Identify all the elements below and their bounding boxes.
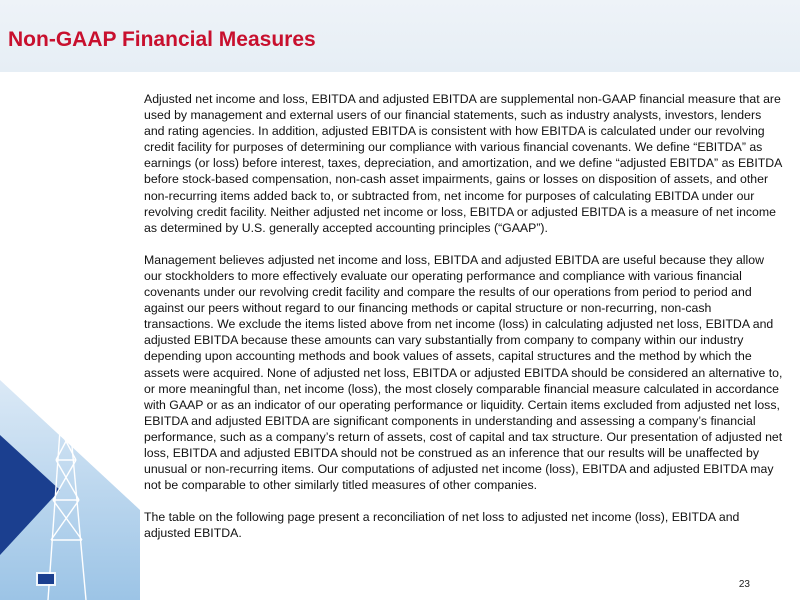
drilling-rig-graphic [0,340,140,600]
page-title: Non-GAAP Financial Measures [8,28,316,51]
page-number: 23 [738,579,750,590]
body-text [144,91,784,557]
paragraph-definitions: Adjusted net income and loss, EBITDA and adjusted EBITDA are supplemental non-GAAP financial measure that are used by management and external users of our financial statements, such as industry analysts, investors, lenders and rating agencies. In addition, adjusted EBITDA is consistent with how EBITDA is calculated under our revolving credit facility for purposes of determining our compliance with various financial covenants. We define “EBITDA” as earnings (or loss) before interest, taxes, depreciation, and amortization, and we define “adjusted EBITDA” as EBITDA before stock-based compensation, non-cash asset impairments, gains or losses on disposition of assets, and other non-recurring items added back to, or subtracted from, net income for purposes of calculating EBITDA under our revolving credit facility. Neither adjusted net income or loss, EBITDA or adjusted EBITDA is a measure of net income as determined by U.S. generally accepted accounting principles (“GAAP”). [144,92,782,235]
paragraph-usefulness: Management believes adjusted net income and loss, EBITDA and adjusted EBITDA are useful because they allow our stockholders to more effectively evaluate our operating performance and compliance with various financial covenants under our revolving credit facility and compare the results of our operations from period to period and against our peers without regard to our financing methods or capital structure or non-recurring, non-cash transactions. We exclude the items listed above from net income (loss) in calculating adjusted net loss, EBITDA and adjusted EBITDA because these amounts can vary substantially from company to company within our industry depending upon accounting methods and book values of assets, capital structures and the method by which the assets were acquired. None of adjusted net loss, EBITDA or adjusted EBITDA should be considered an alternative to, or more meaningful than, net income (loss), the most closely comparable financial measure calculated in accordance with GAAP or as an indicator of our operating performance or liquidity. Certain items excluded from adjusted net loss, EBITDA and adjusted EBITDA are significant components in understanding and assessing a company’s financial performance, such as a company’s return of assets, cost of capital and tax structure. Our presentation of adjusted net loss, EBITDA and adjusted EBITDA should not be construed as an inference that our results will be unaffected by unusual or non-recurring items. Our computations of adjusted net income (loss), EBITDA and adjusted EBITDA may not be comparable to other similarly titled measures of other companies. [144,252,783,493]
rig-cabin-window [38,574,54,584]
paragraph-reconciliation-note: The table on the following page present a reconciliation of net loss to adjusted net income (loss), EBITDA and adjusted EBITDA. [144,510,740,541]
